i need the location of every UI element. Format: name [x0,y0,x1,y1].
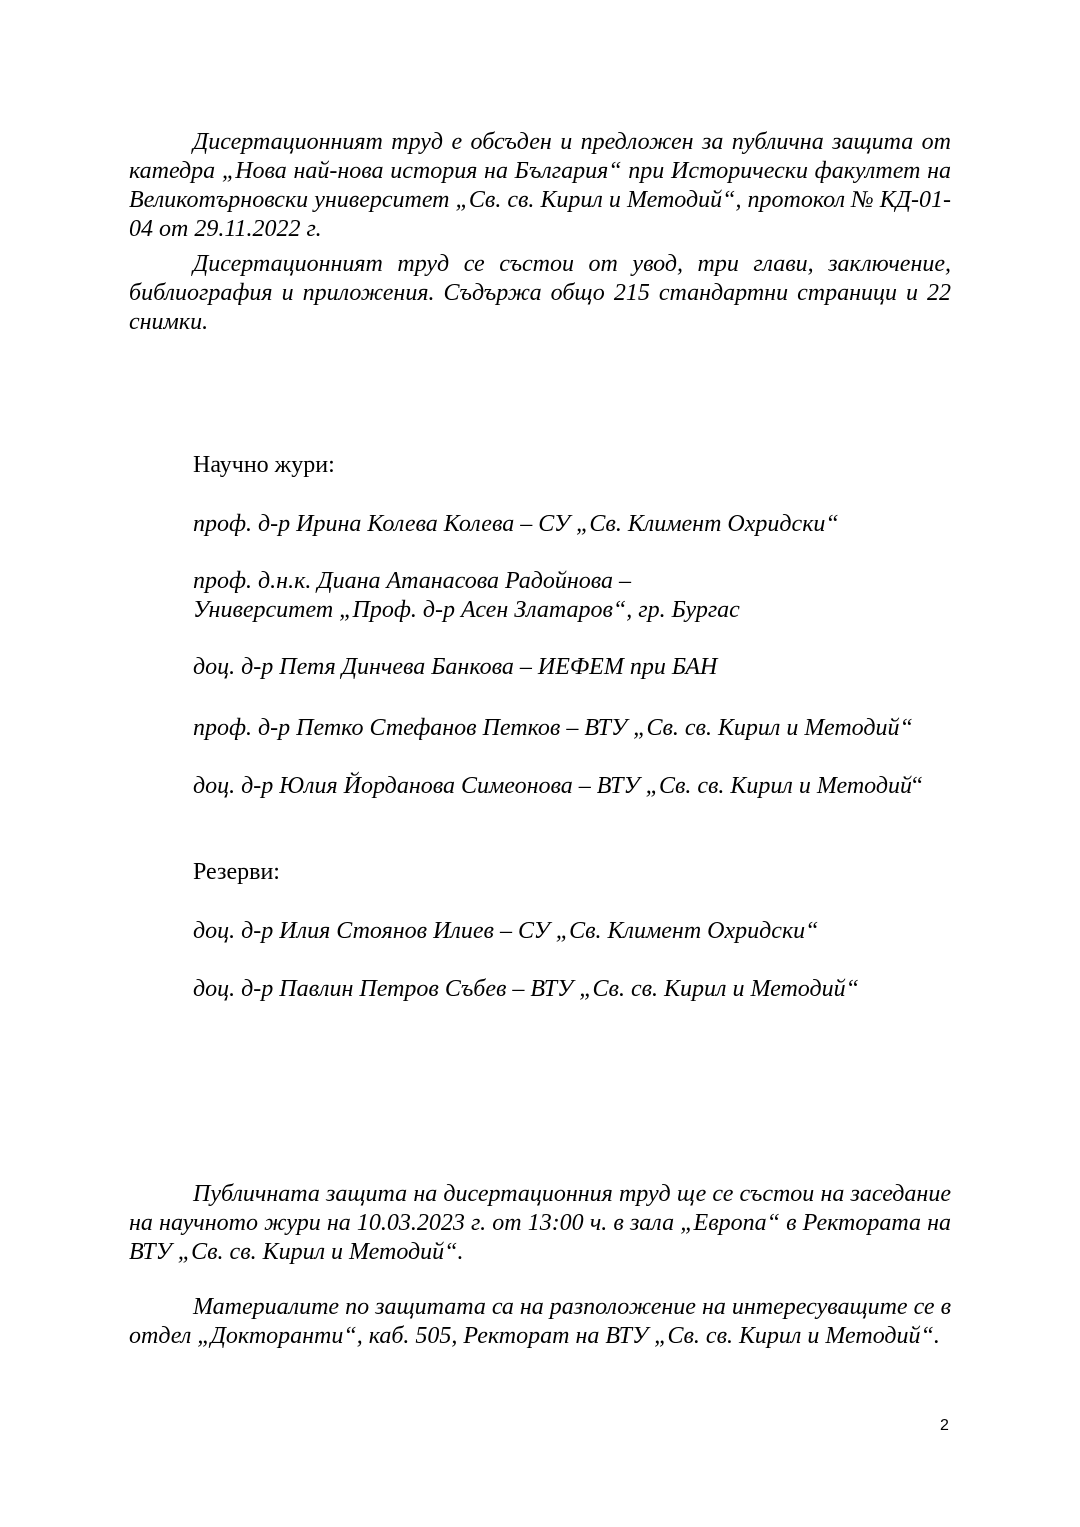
jury-member: доц. д-р Петя Динчева Банкова – ИЕФЕМ при БАН [193,654,718,680]
jury-member: проф. д-р Ирина Колева Колева – СУ „Св. Климент Охридски“ [193,511,839,537]
defense-paragraph-1: Публичната защита на дисертационния труд ще се състои на заседание на научното жури на 10.03.2023 г. от 13:00 ч. в зала „Европа“ в Ректората на ВТУ „Св. св. Кирил и Методий“. [129,1181,951,1265]
intro-paragraph-1: Дисертационният труд е обсъден и предложен за публична защита от катедра „Нова най-нова история на България“ при Исторически факултет на Великотърновски университет „Св. св. Кирил и Методий“, протокол № КД-01-04 от 29.11.2022 г. [129,129,951,242]
jury-member-text: доц. д-р Юлия Йорданова Симеонова – ВТУ „Св. св. Кирил и Методий [193,773,912,799]
jury-member-line-1: проф. д.н.к. Диана Атанасова Радойнова – [193,568,632,594]
closing-quote: “ [911,773,923,799]
jury-member: проф. д-р Петко Стефанов Петков – ВТУ „Св. св. Кирил и Методий“ [193,715,913,741]
reserve-member: доц. д-р Павлин Петров Събев – ВТУ „Св. св. Кирил и Методий“ [193,976,859,1002]
reserve-member: доц. д-р Илия Стоянов Илиев – СУ „Св. Климент Охридски“ [193,918,819,944]
reserves-heading: Резерви: [193,859,280,885]
intro-paragraph-2: Дисертационният труд се състои от увод, три глави, заключение, библиография и приложения. Съдържа общо 215 стандартни страници и 22 снимки. [129,251,951,335]
page-number: 2 [940,1417,949,1434]
jury-member [193,772,973,801]
jury-member-line-2: Университет „Проф. д-р Асен Златаров“, гр. Бургас [193,597,740,623]
defense-paragraph-2: Материалите по защитата са на разположение на интересуващите се в отдел „Докторанти“, каб. 505, Ректорат на ВТУ „Св. св. Кирил и Методий“. [129,1294,951,1349]
jury-member [193,567,973,625]
jury-heading: Научно жури: [193,452,335,478]
